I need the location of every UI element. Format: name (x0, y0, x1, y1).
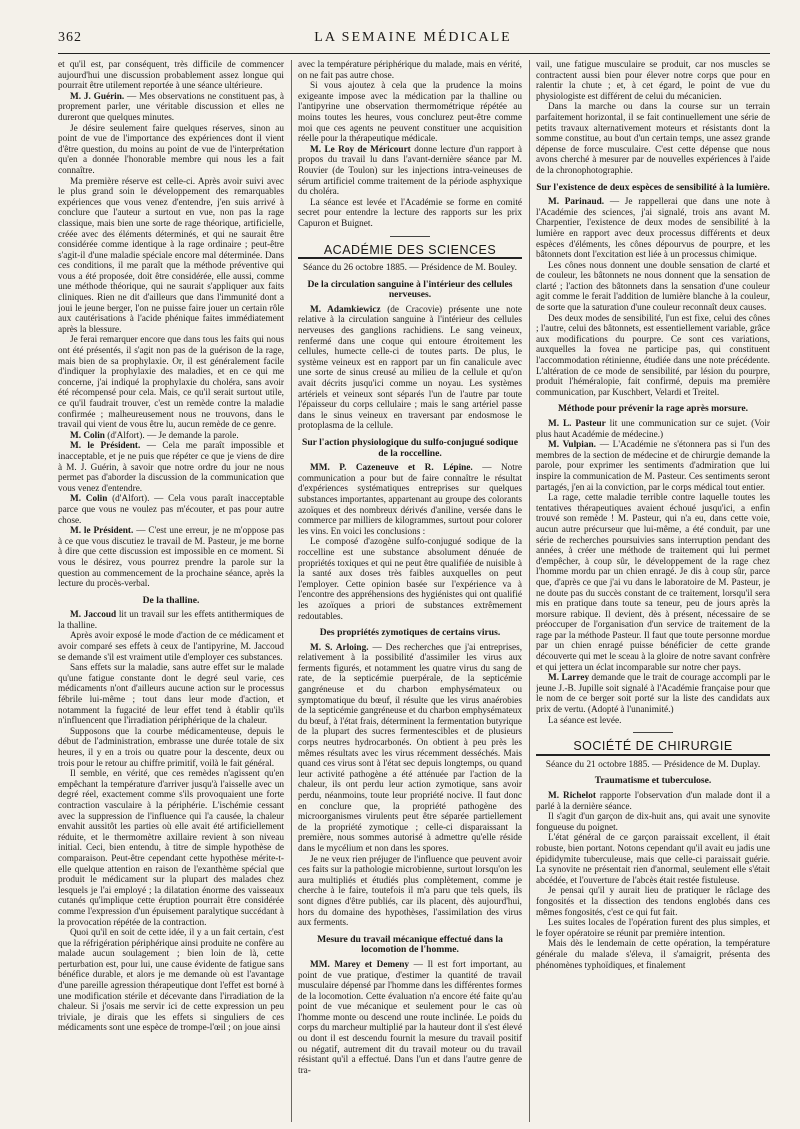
paragraph: M. S. Arloing. — Des recherches que j'ai entreprises, relativement à la possibilité d'assimiler les virus aux ferments figurés, et notamment les quatre virus du sang de rate, de la septicémie puerpérale, de la septicémie gangréneuse et du charbon emphysémateux ou symptomatique du bœuf, il résulte que les virus anaérobies de la septicémie gangréneuse et du charbon emphysémateux du bœuf, à l'état frais, déterminent la fermentation butyrique de la plupart des sucres fermentescibles et de plusieurs corps neutres hydrocarbonés. On obtient à peu près les mêmes résultats avec les virus récemment desséchés. Mais quand ces virus sont à l'état sec depuis longtemps, ou quand leur activité pathogène a été atténuée par l'action de la chaleur, ils ont perdu leur action zymotique, sans avoir perdu, néanmoins, toute leur propriété nocive. Il faut donc en conclure que, la propriété pathogène des microorganismes virulents peut être séparée partiellement de la propriété zymotique ; celle-ci disparaissant la première, nous sommes autorisé à admettre qu'elle réside dans le mycélium et non dans les spores. (298, 642, 522, 854)
subsection-heading: Méthode pour prévenir la rage après morsure. (558, 403, 748, 415)
speaker: M. le Président. (70, 526, 134, 537)
speaker: M. Le Roy de Méricourt (310, 144, 411, 155)
paragraph: Mais dès le lendemain de cette opération, la température générale du malade s'éleva, il s'amaigrit, présenta des phénomènes typhoïdiques, et finalement (536, 939, 770, 971)
speaker: M. Richelot (548, 791, 596, 801)
speaker: M. S. Arloing. (310, 642, 369, 653)
subsection-heading: Traumatisme et tuberculose. (594, 775, 712, 787)
paragraph: L'état général de ce garçon paraissait excellent, il était robuste, bien portant. Notons cependant qu'il avait eu jadis une épididymite tuberculeuse, mais que celle-ci paraissait guérie. La synovite ne présentait rien d'anormal, seulement elle s'était abcédée, et l'ouverture de l'abcès était restée fistuleuse. (536, 833, 770, 886)
speaker: M. J. Guérin. (70, 91, 125, 102)
paragraph: Les suites locales de l'opération furent des plus simples, et le foyer opératoire se réunit par première intention. (536, 918, 770, 939)
subsection-heading: Des propriétés zymotiques de certains virus. (319, 627, 501, 639)
paragraph: Quoi qu'il en soit de cette idée, il y a un fait certain, c'est que la réfrigération périphérique ainsi produite ne confère au malade aucun soulagement ; bien loin de là, cette perturbation est, pour lui, une cause évidente de fatigue sans bénéfice durable, et alors je me demande où est l'avantage d'une pareille agression thérapeutique dont l'effet est borné à une modification stérile et décevante dans l'irradiation de la chaleur. Si j'osais me servir ici de cette expression un peu triviale, je dirais que les effets si singuliers de ces médicaments sont une espèce de trompe-l'œil ; on joue ainsi (58, 928, 284, 1034)
speaker: M. Colin (70, 494, 108, 505)
paragraph: MM. Marey et Demeny — Il est fort important, au point de vue pratique, d'estimer la quantité de travail musculaire dépensé par l'homme dans les différentes formes de la locomotion. Cette évaluation n'a encore été faite qu'au point de vue mécanique et seulement pour le cas où l'homme monte ou descend une route inclinée. Le poids du corps du marcheur multiplié par la hauteur dont il s'est élevé ou dont il est descendu fournit la mesure du travail positif ou négatif, autrement dit du travail moteur ou du travail résistant qu'il a effectué. Dans l'un et dans l'autre genre de tra- (298, 959, 522, 1076)
paragraph: M. Larrey demande que le trait de courage accompli par le jeune J.-B. Jupille soit signalé à l'Académie française pour que le nom de ce berger soit porté sur la liste des candidats aux prix de vertu. (Adopté à l'unanimité.) (536, 673, 770, 716)
column-1 (58, 60, 284, 1120)
paragraph: Ma première réserve est celle-ci. Après avoir suivi avec le plus grand soin le développement des remarquables expériences que vous venez d'entendre, j'en suis arrivé à conclure que l'auteur a surtout en vue, non pas la rage classique, mais bien une sorte de rage théorique, artificielle, créée avec des éléments déterminés, et qui ne saurait être considérée comme identique à la rage ordinaire ; peut-être s'agit-il d'une maladie spéciale encore mal déterminée. Dans ces conditions, il me paraît que la méthode préventive qui vous a été proposée, doit être considérée, elle aussi, comme une méthode théorique, qui ne saurait s'appliquer aux faits cliniques. Rien ne dit d'ailleurs que dans l'immunité dont a joui le jeune berger, l'on ne puisse faire jouer un certain rôle aux cautérisations à l'acide phénique faites immédiatement après la blessure. (58, 176, 284, 335)
paragraph: M. Parinaud. — Je rappellerai que dans une note à l'Académie des sciences, j'ai signalé, trois ans avant M. Charpentier, l'existence de deux modes de sensibilité à la lumière en rapport avec deux processus différents et deux espèces d'éléments, les cônes dépourvus de pourpre, et les bâtonnets dont l'excitation est liée à un processus chimique. (536, 197, 770, 261)
paragraph: M. Colin (d'Alfort). — Je demande la parole. (70, 430, 239, 441)
header-rule (58, 53, 770, 54)
paragraph: Après avoir exposé le mode d'action de ce médicament et avoir comparé ses effets à ceux de l'antipyrine, M. Jaccoud se demande s'il est vraiment utile d'employer ces substances. (58, 631, 284, 663)
paragraph: M. Vulpian. — L'Académie ne s'étonnera pas si l'un des membres de la section de médecine et de chirurgie demande la parole, pour exprimer les sentiments d'admiration que lui inspire la communication de M. Pasteur. Ces sentiments seront partagés, j'en ai la conviction, par le corps médical tout entier. (536, 440, 770, 493)
section-title-academy: ACADÉMIE DES SCIENCES (323, 242, 497, 257)
paragraph: Il semble, en vérité, que ces remèdes n'agissent qu'en empêchant la température d'arriver jusqu'à l'aisselle avec un degré réel, exactement comme s'ils provoquaient une forte contraction vasculaire à la périphérie. L'ischémie cessant avec la suppression de l'influence qui l'a causée, la chaleur envahit aussitôt les parties où elle avait été artificiellement réduite, et le thermomètre axillaire revient à son niveau initial. Ceci, bien entendu, à titre de simple hypothèse de comparaison. Peut-être cependant cette hypothèse mérite-t-elle quelque attention en raison de l'exanthème spécial que produit le médicament sur la plupart des malades chez lesquels je l'ai employé ; la dilatation énorme des vaisseaux cutanés qu'implique cette éruption pourrait être considérée comme l'expression d'un épuisement paralytique succédant à la provocation répétée de la contraction. (58, 769, 284, 928)
separator (633, 732, 673, 733)
running-header (58, 30, 768, 52)
column-divider (291, 60, 292, 1122)
session-line: Séance du 26 octobre 1885. — Présidence de M. Bouley. (303, 263, 517, 274)
paragraph: M. Adamkiewicz (de Cracovie) présente une note relative à la circulation sanguine à l'intérieur des cellules nerveuses des ganglions rachidiens. Le sang veineux, renfermé dans une coque qui entoure étroitement les cellules, humecte celle-ci de toutes parts. De plus, le système veineux est en rapport par un fin canalicule avec une sorte de sinus creusé au milieu de la cellule et qu'on avait décrits jusqu'ici comme un noyau. Les systèmes artériels et veineux sont séparés l'un de l'autre par toute l'épaisseur du corps cellulaire ; mais le sang artériel passe dans le sinus veineux en traversant par endosmose le protoplasma de la cellule. (298, 304, 522, 432)
paragraph: La séance est levée. (548, 715, 622, 726)
speaker: M. L. Pasteur (548, 419, 606, 429)
paragraph: et qu'il est, par conséquent, très difficile de commencer aujourd'hui une discussion probablement assez longue qui pourrait être utilement reportée à une séance ultérieure. (58, 60, 284, 92)
speaker: M. Adamkiewicz (310, 304, 381, 315)
paragraph: Supposons que la courbe médicamenteuse, depuis le début de l'administration, embrasse une durée totale de six heures, il y en a trois ou quatre pour la descente, deux ou trois pour le retour au chiffre primitif, voilà le fait général. (58, 726, 284, 769)
paragraph: MM. P. Cazeneuve et R. Lépine. — Notre communication a pour but de faire connaître le résultat d'expériences systématiques entreprises sur quelques substances importantes, appartenant au groupe des colorants azoïques et des nombreux dérivés d'aniline, versée dans le commerce par milliers de kilogrammes, surtout pour colorer les vins. En voici les conclusions : (298, 463, 522, 537)
paragraph: Dans la marche ou dans la course sur un terrain parfaitement horizontal, il se fait continuellement une série de petits travaux alternativement moteurs et résistants dont la somme constitue, au bout d'un certain temps, une assez grande dépense de force musculaire. C'est cette dépense que nous avons cherché à mesurer par de nouvelles expériences à l'aide de la chronophotographie. (536, 102, 770, 176)
subsection-heading: De la circulation sanguine à l'intérieur des cellules nerveuses. (307, 278, 513, 301)
paragraph: M. le Président. — Cela me paraît impossible et inacceptable, et je ne puis que répéter ce que je viens de dire à M. J. Guérin, à savoir que notre ordre du jour ne nous permet pas d'aborder la discussion de la communication que vous venez d'entendre. (58, 441, 284, 494)
speaker: M. Vulpian. (548, 440, 596, 451)
speaker: M. Larrey (548, 673, 590, 684)
paragraph: Je désire seulement faire quelques réserves, sinon au point de vue de l'importance des expériences dont il vient d'être question, du moins au point de vue de l'interprétation qu'en a donnée l'honorable membre qui nous les a fait connaître. (58, 123, 284, 176)
speaker: M. Jaccoud (70, 610, 117, 621)
section-title-society: SOCIÉTÉ DE CHIRURGIE (573, 739, 733, 754)
paragraph: Je ferai remarquer encore que dans tous les faits qui nous ont été présentés, il s'agit non pas de la guérison de la rage, mais bien de sa prophylaxie. Or, il est généralement facile d'indiquer la prophylaxie des maladies, et en ce qui me concerne, j'ai indiqué la prophylaxie du choléra, sans avoir été récompensé pour cela. Mais, ce qu'il serait surtout utile, ce qu'il faudrait trouver, c'est un remède contre la maladie confirmée ; malheureusement nous ne trouvons, dans le travail qui vient de vous être lu, aucun remède de ce genre. (58, 335, 284, 431)
journal-title: LA SEMAINE MÉDICALE (314, 30, 512, 45)
column-divider (529, 60, 530, 1122)
paragraph: Sans effets sur la maladie, sans autre effet sur le malade qu'une fatigue constante dont le degré seul varie, ces médicaments n'ont d'ailleurs aucune action sur le processus fébrile lui-même ; tout dans leur mode d'action, et notamment la fugacité de leur effet tend à établir qu'ils n'influencent que l'irradiation périphérique de la chaleur. (58, 663, 284, 727)
paragraph: La séance est levée et l'Académie se forme en comité secret pour entendre la lecture des rapports sur les prix Capuron et Buignet. (298, 197, 522, 229)
paragraph: Je ne veux rien préjuger de l'influence que peuvent avoir ces faits sur la pathologie microbienne, surtout lorsqu'on les aura multipliés et étudiés plus complètement, comme je cherche à le faire, toutefois il m'a paru que tels quels, ils sont dignes d'être publiés, car ils placent, dès aujourd'hui, hors du domaine des hypothèses, l'assimilation des virus aux ferments. (298, 854, 522, 929)
speaker: M. Parinaud. (548, 197, 605, 208)
paragraph: avec la température périphérique du malade, mais en vérité, on ne fait pas autre chose. (298, 60, 522, 81)
paragraph: M. le Président. — C'est une erreur, je ne m'oppose pas à ce que vous discutiez le travail de M. Pasteur, je me borne à dire que cette discussion est impossible en ce moment. Si vous le désirez, vous pourrez prendre la parole sur la question au commencement de la prochaine séance, après la lecture du procès-verbal. (58, 526, 284, 590)
subsection-heading: Mesure du travail mécanique effectué dans la locomotion de l'homme. (317, 933, 503, 956)
speaker: M. le Président. (70, 441, 141, 452)
column-2 (298, 60, 522, 1120)
paragraph: M. Richelot rapporte l'observation d'un malade dont il a parlé à la dernière séance. (536, 791, 770, 812)
separator (390, 236, 430, 237)
paragraph: M. Colin (d'Alfort). — Cela vous paraît inacceptable parce que vous ne voulez pas m'écouter, et pas pour autre chose. (58, 494, 284, 526)
paragraph: Des deux modes de sensibilité, l'un est fixe, celui des cônes ; l'autre, celui des bâtonnets, est essentiellement variable, grâce aux modifications du pourpre. Ce sont ces variations, auxquelles la fovea ne participe pas, qui constituent l'accommodation rétinienne, étudiée dans une note précédente. L'altération de ce mode de sensibilité, par lésion du pourpre, produit l'héméralopie, fait confirmé, depuis ma première communication, par Kuschbert, Velardi et Treitel. (536, 313, 770, 398)
paragraph: Le composé d'azogène sulfo-conjugué sodique de la roccelline est une substance absolument dénuée de propriétés toxiques et qui ne peut être qualifiée de nuisible à la santé aux doses très faibles auxquelles on peut l'employer. Cette opinion basée sur l'expérience va à l'encontre des appréhensions des hygiénistes qui ont qualifié les azoïques a priori de substances extrêmement redoutables. (298, 537, 522, 622)
column-3 (536, 60, 770, 1120)
paragraph: vail, une fatigue musculaire se produit, car nos muscles se contractent aussi bien pour élever notre corps que pour en ralentir la chute ; et, à cet égard, le point de vue du physiologiste est différent de celui du mécanicien. (536, 60, 770, 102)
paragraph: M. Le Roy de Méricourt donne lecture d'un rapport à propos du travail lu dans l'avant-dernière séance par M. Rouvier (de Toulon) sur les injections intra-veineuses de sérum artificiel comme traitement de la période asphyxique du choléra. (298, 144, 522, 198)
paragraph: M. J. Guérin. — Mes observations ne constituent pas, à proprement parler, une véritable discussion et elles ne dureront que quelques minutes. (58, 91, 284, 123)
paragraph: Il s'agit d'un garçon de dix-huit ans, qui avait une synovite fongueuse du poignet. (536, 812, 770, 833)
separator (536, 754, 770, 756)
paragraph: M. Jaccoud lit un travail sur les effets antithermiques de la thalline. (58, 610, 284, 631)
paragraph: Je pensai qu'il y aurait lieu de pratiquer le râclage des fongosités et la dissection des tendons englobés dans ces mêmes fongosités, c'est ce qui fut fait. (536, 886, 770, 918)
speaker: M. Colin (70, 430, 105, 441)
section-heading: De la thalline. (142, 594, 200, 606)
paragraph: Les cônes nous donnent une double sensation de clarté et de couleur, les bâtonnets ne nous donnent que la sensation de clarté ; l'action des bâtonnets dans la sensation d'une couleur agit comme le ferait l'addition de lumière blanche à la couleur, de sorte que la saturation d'une couleur reconnaît deux causes. (536, 260, 770, 314)
subsection-heading: Sur l'action physiologique du sulfo-conjugué sodique de la roccelline. (301, 437, 518, 459)
paragraph: La rage, cette maladie terrible contre laquelle toutes les tentatives thérapeutiques avaient échoué jusqu'ici, a enfin trouvé son remède ! M. Pasteur, qui n'a eu, dans cette voie, aucun autre précurseur que lui-même, a été conduit, par une série de recherches poursuivies sans interruption pendant des années, à créer une méthode de traitement qui lui permet d'empêcher, à coup sûr, le développement de la rage chez l'homme mordu par un chien enragé. Je dis à coup sûr, parce que, d'après ce que j'ai vu dans le laboratoire de M. Pasteur, je ne doute pas du succès constant de ce traitement, lorsqu'il sera mis en pratique dans toute sa teneur, peu de jours après la morsure rabique. Il devient, dès à présent, nécessaire de se préoccuper de l'organisation d'un service de traitement de la rage par la méthode Pasteur. Il faut que toute personne mordue par un chien enragé puisse bénéficier de cette grande découverte qui met le sceau à la gloire de notre savant confrère et qui jettera un éclat incomparable sur notre cher pays. (536, 493, 770, 673)
session-line: Séance du 21 octobre 1885. — Présidence de M. Duplay. (545, 759, 761, 770)
speaker: MM. P. Cazeneuve et R. Lépine. (310, 463, 473, 474)
page-number: 362 (58, 30, 82, 45)
paragraph: Si vous ajoutez à cela que la prudence la moins exigeante impose avec la médication par la thalline ou l'antipyrine une observation thermométrique répétée au moins toutes les heures, vous conclurez peut-être comme moi que ces agents ne peuvent constituer une acquisition réelle pour la thérapeutique médicale. (298, 81, 522, 145)
speaker: MM. Marey et Demeny (310, 959, 410, 970)
subsection-heading: Sur l'existence de deux espèces de sensibilité à la lumière. (536, 181, 770, 193)
paragraph: M. L. Pasteur lit une communication sur ce sujet. (Voir plus haut Académie de médecine.) (536, 419, 770, 440)
separator (298, 257, 522, 259)
